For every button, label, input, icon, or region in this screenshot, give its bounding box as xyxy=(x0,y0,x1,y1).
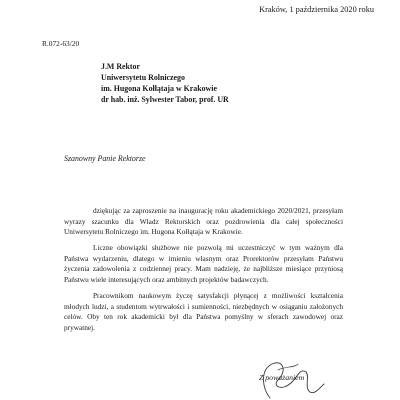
recipient-line: Uniwersytetu Rolniczego xyxy=(101,72,185,82)
recipient-block xyxy=(101,62,229,106)
closing-text: Z poważaniem xyxy=(259,373,305,382)
body-paragraph: Pracownikom naukowym życzę satysfakcji płynącej z możliwości kształcenia młodych ludzi, a studentom wytrwałości i sumienności, niezbędnych w osiąganiu założonych celów. Oby ten rok akademicki był dla Państwa pomyślny w sferach zawodowej oraz prywatnej. xyxy=(64,290,343,332)
reference-number: R.072-63/20 xyxy=(42,39,80,48)
recipient-line: J.M Rektor xyxy=(101,62,141,71)
place-date: Kraków, 1 października 2020 roku xyxy=(259,5,374,14)
recipient-line: im. Hugona Kołłątaja w Krakowie xyxy=(101,83,217,93)
salutation: Szanowny Panie Rektorze xyxy=(64,154,146,163)
recipient-line: dr hab. inż. Sylwester Tabor, prof. UR xyxy=(101,94,229,104)
letter-body xyxy=(64,206,343,339)
body-paragraph: Liczne obowiązki służbowe nie pozwolą mi uczestniczyć w tym ważnym dla Państwa wydarzeniu, dlatego w imieniu własnym oraz Prorektorów przesyłam Państwu życzenia zadowolenia z codziennej pracy. Mam nadzieję, że najbliższe miesiące przyniosą Państwu wiele interesujących oraz ambitnych projektów badawczych. xyxy=(64,243,343,284)
body-paragraph: dziękując za zaproszenie na inaugurację roku akademickiego 2020/2021, przesyłam wyrazy szacunku dla Władz Rektorskich oraz pozdrowienia dla całej społeczności Uniwersytetu Rolniczego im. Hugona Kołłątaja w Krakowie. xyxy=(64,206,343,237)
